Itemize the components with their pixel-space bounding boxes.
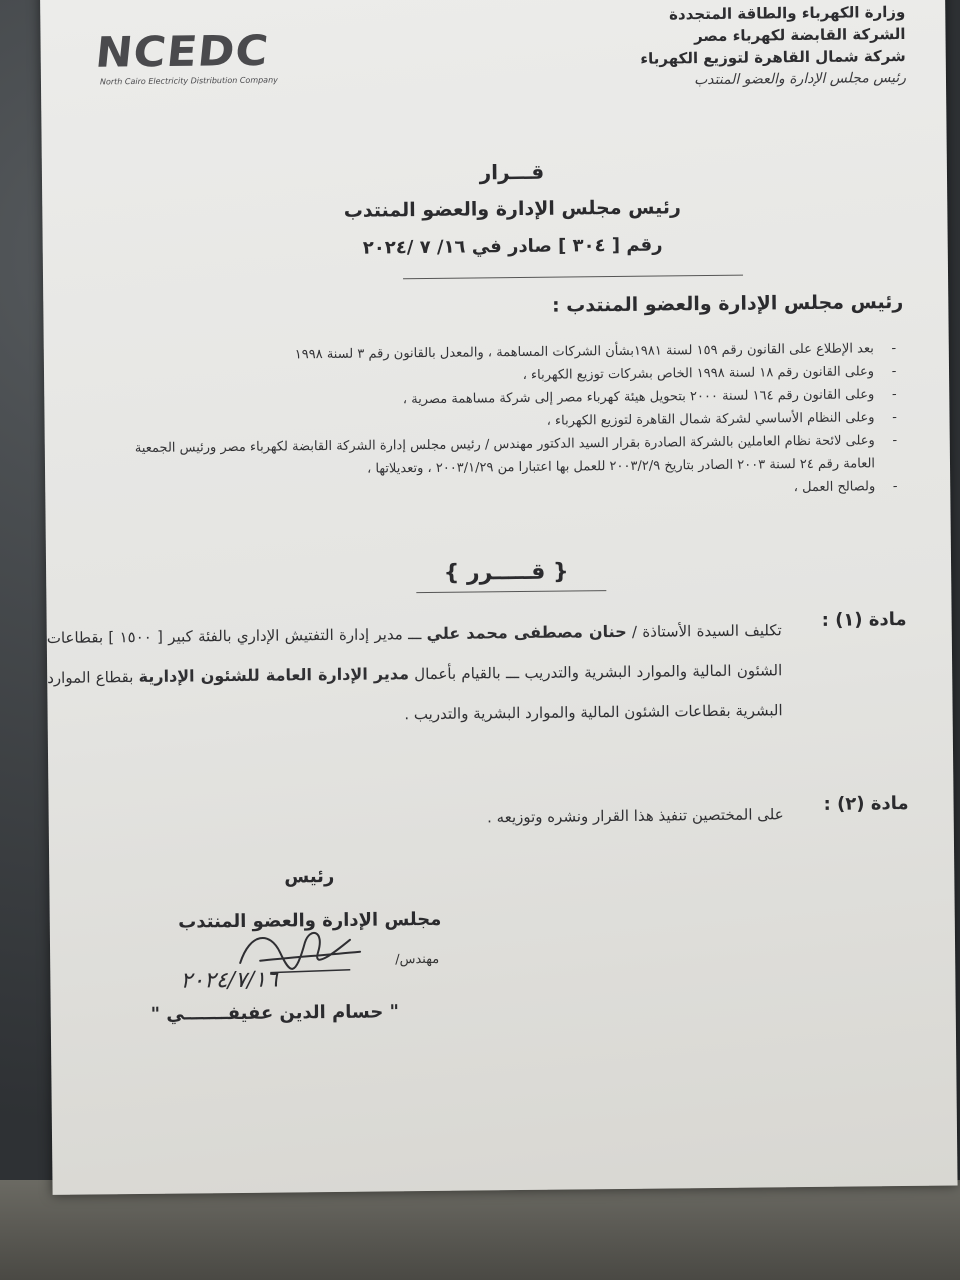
title-underline [403, 275, 743, 280]
article-1 [47, 609, 908, 738]
company-logo [95, 27, 336, 100]
article-1-body: تكليف السيدة الأستاذة / حنان مصطفى محمد علي ـــ مدير إدارة التفتيش الإداري بالفئة كبير [ ١٥٠٠ ] بقطاعات الشئون المالية والموارد البشرية والتدريب ـــ بالقيام بأعمال مدير الإدارة العامة للشئون الإدارية بقطاع الموارد البشرية بقطاعات الشئون المالية والموارد البشرية والتدريب . [46, 621, 783, 724]
ministry-name: وزارة الكهرباء والطاقة المتجددة [669, 2, 906, 24]
signatory-office: مجلس الإدارة والعضو المنتدب [178, 908, 442, 933]
signatory-name: " حسام الدين عفيفـــــــي " [150, 1001, 400, 1025]
document-page [40, 0, 958, 1195]
table-surface [0, 1180, 960, 1280]
decree-word: قـــرار [479, 159, 545, 185]
handwritten-date: ٢٠٢٤/٧/١٦ [180, 967, 279, 994]
office-name: رئيس مجلس الإدارة والعضو المنتدب [693, 69, 907, 89]
article-2-body: على المختصين تنفيذ هذا القرار ونشره وتوزيعه . [487, 805, 784, 827]
article-2-label: مادة (٢) : [823, 792, 909, 815]
letterhead [575, 1, 906, 92]
preamble-heading: رئيس مجلس الإدارة والعضو المنتدب : [551, 290, 904, 317]
signatory-title: رئيس [284, 865, 335, 888]
engineer-prefix: مهندس/ [395, 951, 440, 968]
logo-mark: NCEDC [93, 26, 272, 78]
appointee-name: حنان مصطفى محمد علي [426, 621, 627, 643]
holding-company-name: الشركة القابضة لكهرباء مصر [693, 24, 906, 46]
article-1-label: مادة (١) : [821, 608, 907, 631]
decree-number-date: رقم [ ٣٠٤ ] صادر في ١٦/ ٧ /٢٠٢٤ [362, 234, 663, 259]
list-item: - وعلى القانون رقم ١٨ لسنة ١٩٩٨ الخاص بشركات توزيع الكهرباء ، [522, 364, 897, 383]
list-item: - وعلى النظام الأساسي لشركة شمال القاهرة لتوزيع الكهرباء ، [546, 410, 897, 429]
decision-heading: { قـــــرر } [443, 559, 569, 586]
decree-issuer: رئيس مجلس الإدارة والعضو المنتدب [343, 196, 681, 222]
list-item: - وعلى القانون رقم ١٦٤ لسنة ٢٠٠٠ بتحويل هيئة كهرباء مصر إلى شركة مساهمة مصرية ، [402, 387, 897, 408]
list-item: - وعلى لائحة نظام العاملين بالشركة الصادرة بقرار السيد الدكتور مهندس / رئيس مجلس إدارة الشركة القابضة لكهرباء مصر ورئيس الجمعية العامة رقم ٢٤ لسنة ٢٠٠٣ الصادر بتاريخ ٢٠٠٣/٢/٩ للعمل بها اعتبارا من ٢٠٠٣/١/٢٩ ، وتعديلاتها ، [134, 433, 898, 477]
decree-title [262, 152, 763, 267]
article-2 [49, 793, 909, 842]
assigned-position: مدير الإدارة العامة للشئون الإدارية [138, 664, 410, 687]
list-item: - ولصالح العمل ، [793, 479, 898, 496]
list-item: - بعد الإطلاع على القانون رقم ١٥٩ لسنة ١٩٨١بشأن الشركات المساهمة ، والمعدل بالقانون رقم ٣ لسنة ١٩٩٨ [294, 341, 897, 363]
decision-underline [416, 590, 606, 593]
logo-subtitle: North Cairo Electricity Distribution Company [99, 75, 278, 87]
preamble-list [124, 337, 906, 506]
company-name: شركة شمال القاهرة لتوزيع الكهرباء [640, 46, 906, 68]
